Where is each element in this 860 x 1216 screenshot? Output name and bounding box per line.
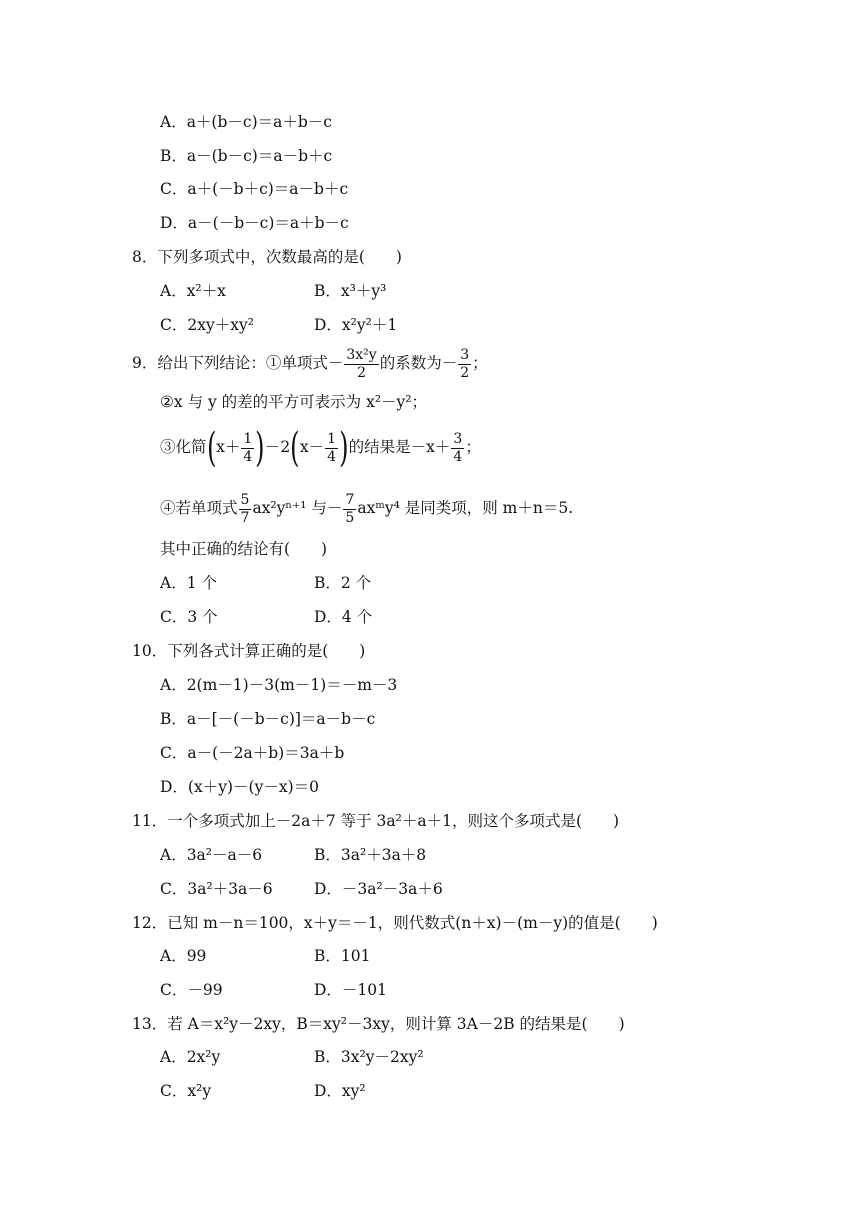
q13-option-b: B．3x²y－2xy² bbox=[314, 1048, 424, 1066]
q9-statement-3 bbox=[160, 425, 481, 471]
q9-s3-quarter2-den: 4 bbox=[327, 448, 337, 465]
q9-s3-x-plus: x＋ bbox=[216, 438, 241, 456]
q9-s4-f57-num: 5 bbox=[240, 491, 250, 508]
q7-option-b: B．a－(b－c)＝a－b＋c bbox=[160, 147, 333, 165]
q11-option-c: C．3a²＋3a－6 bbox=[160, 880, 273, 898]
q13-option-a: A．2x²y bbox=[160, 1048, 221, 1066]
q10-option-c: C．a－(－2a＋b)＝3a＋b bbox=[160, 744, 345, 762]
q12-option-a: A．99 bbox=[160, 947, 207, 965]
q9-s3-tq-den: 4 bbox=[453, 448, 463, 465]
q9-s3-result: 的结果是－x＋ bbox=[348, 438, 451, 456]
q9-option-b: B．2 个 bbox=[314, 574, 372, 592]
q9-stem-prefix: 9．给出下列结论：①单项式－ bbox=[132, 354, 344, 372]
q12-option-d: D．－101 bbox=[314, 981, 388, 999]
q9-fraction-den: 2 bbox=[357, 364, 366, 381]
q9-option-a: A．1 个 bbox=[160, 574, 217, 592]
q9-s4-end: axᵐy⁴ 是同类项，则 m＋n＝5. bbox=[357, 499, 574, 517]
q9-s3-quarter-2 bbox=[325, 431, 338, 466]
q9-s4-prefix: ④若单项式 bbox=[160, 499, 238, 517]
q9-s3-x-minus: x－ bbox=[299, 438, 325, 456]
q9-fraction-answer bbox=[458, 347, 471, 382]
q9-ask: 其中正确的结论有( ) bbox=[160, 540, 328, 558]
q8-option-c: C．2xy＋xy² bbox=[160, 316, 254, 334]
q9-s3-prefix: ③化简 bbox=[160, 438, 207, 456]
q7-option-a: A．a＋(b－c)＝a＋b－c bbox=[160, 113, 332, 131]
q9-fraction2-num: 3 bbox=[460, 346, 470, 363]
q9-stem bbox=[132, 343, 488, 383]
q9-s4-f75-num: 7 bbox=[345, 491, 355, 508]
q9-s3-end: ； bbox=[465, 438, 481, 456]
q9-stem-mid: 的系数为－ bbox=[379, 354, 458, 372]
left-paren-glyph: ( bbox=[206, 425, 217, 471]
q9-s3-quarter bbox=[241, 431, 254, 466]
q11-option-a: A．3a²－a－6 bbox=[160, 846, 263, 864]
q9-fraction2-den: 2 bbox=[460, 364, 470, 381]
q10-option-d: D．(x＋y)－(y－x)＝0 bbox=[160, 778, 319, 796]
q8-option-d: D．x²y²＋1 bbox=[314, 316, 398, 334]
q9-s3-tq-num: 3 bbox=[453, 430, 463, 447]
q10-option-b: B．a－[－(－b－c)]＝a－b－c bbox=[160, 710, 376, 728]
q9-stem-end: ； bbox=[472, 354, 488, 372]
q9-s3-three-quarter bbox=[451, 431, 464, 466]
q8-stem: 8．下列多项式中，次数最高的是( ) bbox=[132, 248, 402, 266]
q9-s4-f75-den: 5 bbox=[345, 509, 355, 526]
q10-option-a: A．2(m－1)－3(m－1)＝－m－3 bbox=[160, 676, 398, 694]
q10-stem: 10．下列各式计算正确的是( ) bbox=[132, 642, 366, 660]
q13-option-d: D．xy² bbox=[314, 1082, 366, 1100]
q9-s4-mid: ax²yⁿ⁺¹ 与－ bbox=[252, 499, 343, 517]
left-paren-glyph-2: ( bbox=[290, 425, 300, 471]
q8-option-a: A．x²＋x bbox=[160, 282, 226, 300]
q9-statement-2: ②x 与 y 的差的平方可表示为 x²－y²； bbox=[160, 393, 428, 411]
q9-statement-4 bbox=[160, 488, 573, 528]
q9-s4-frac-5-7 bbox=[239, 492, 252, 527]
q9-option-c: C．3 个 bbox=[160, 608, 218, 626]
q9-s4-f57-den: 7 bbox=[240, 509, 250, 526]
q9-fraction-coefficient bbox=[344, 347, 378, 382]
q11-option-b: B．3a²＋3a＋8 bbox=[314, 846, 427, 864]
q9-fraction-num: 3x²y bbox=[346, 346, 377, 363]
q9-option-d: D．4 个 bbox=[314, 608, 373, 626]
q9-s3-quarter-den: 4 bbox=[243, 448, 253, 465]
q9-s4-frac-7-5 bbox=[343, 492, 356, 527]
q11-option-d: D．－3a²－3a＋6 bbox=[314, 880, 443, 898]
q7-option-c: C．a＋(－b＋c)＝a－b＋c bbox=[160, 180, 349, 198]
q12-stem: 12．已知 m－n＝100，x＋y＝－1，则代数式(n＋x)－(m－y)的值是( ) bbox=[132, 914, 658, 932]
q12-option-c: C．－99 bbox=[160, 981, 223, 999]
q13-option-c: C．x²y bbox=[160, 1082, 212, 1100]
q9-s3-quarter2-num: 1 bbox=[327, 430, 337, 447]
q8-option-b: B．x³＋y³ bbox=[314, 282, 387, 300]
q13-stem: 13．若 A＝x²y－2xy，B＝xy²－3xy，则计算 3A－2B 的结果是( ) bbox=[132, 1015, 625, 1033]
q9-s3-minus-2: －2 bbox=[264, 438, 291, 456]
q12-option-b: B．101 bbox=[314, 947, 371, 965]
right-paren-glyph: ) bbox=[255, 425, 265, 471]
q11-stem: 11．一个多项式加上－2a＋7 等于 3a²＋a＋1，则这个多项式是( ) bbox=[132, 812, 620, 830]
q7-option-d: D．a－(－b－c)＝a＋b－c bbox=[160, 214, 349, 232]
q9-s3-quarter-num: 1 bbox=[243, 430, 253, 447]
right-paren-glyph-2: ) bbox=[339, 425, 349, 471]
